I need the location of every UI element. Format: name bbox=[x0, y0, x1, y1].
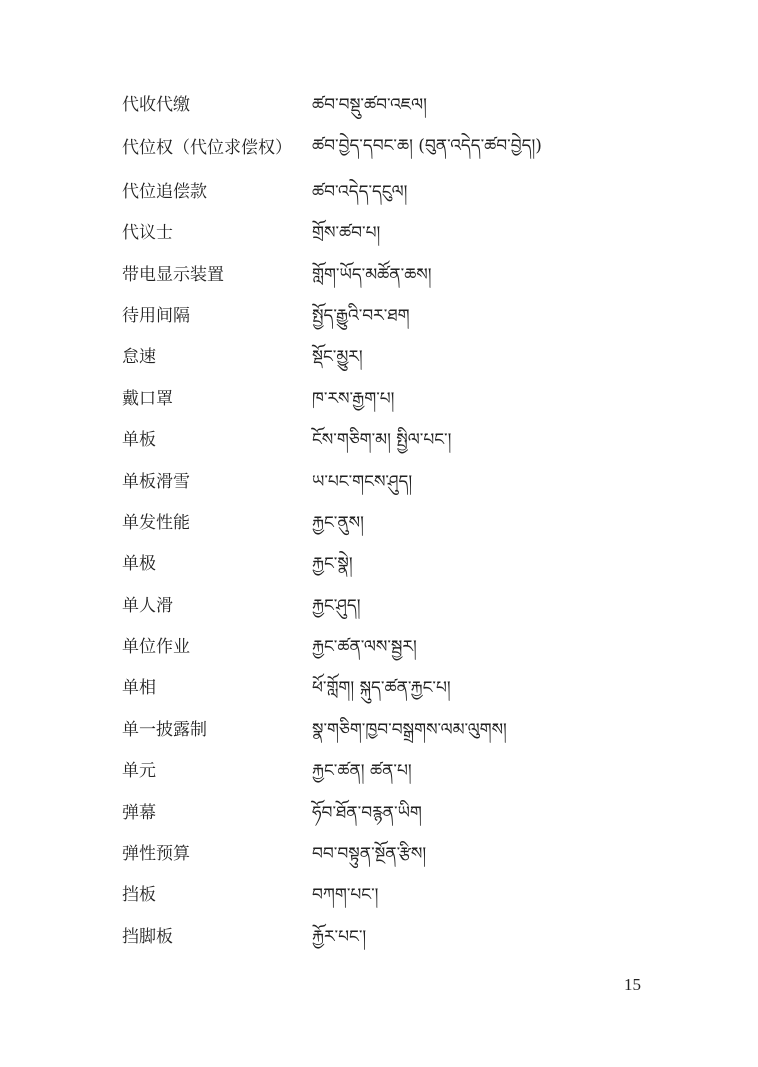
tibetan-term: རྐྱང་ཚན་ལས་སྦྱར། bbox=[312, 637, 417, 658]
chinese-term: 代议士 bbox=[122, 223, 173, 244]
chinese-term: 单元 bbox=[122, 761, 156, 782]
glossary-entry bbox=[122, 344, 682, 370]
glossary-entry bbox=[122, 510, 682, 536]
glossary-entry bbox=[122, 469, 682, 495]
tibetan-term: རྐྱོར་པང་། bbox=[312, 926, 367, 947]
glossary-entry bbox=[122, 427, 682, 453]
tibetan-term: ཚབ་བསྡུ་ཚབ་འཇལ། bbox=[312, 95, 427, 115]
glossary-entry bbox=[122, 179, 682, 205]
glossary-entry bbox=[122, 133, 682, 163]
chinese-term: 代位追偿款 bbox=[122, 181, 207, 202]
glossary-entry bbox=[122, 634, 682, 660]
chinese-term: 单板滑雪 bbox=[122, 471, 190, 492]
glossary-entry bbox=[122, 303, 682, 329]
tibetan-term: རྐྱང་ཚན། ཚན་པ། bbox=[312, 761, 412, 782]
tibetan-term: ཚབ་འདེད་དངུལ། bbox=[312, 181, 408, 202]
chinese-term: 挡板 bbox=[122, 885, 156, 906]
chinese-term: 单板 bbox=[122, 430, 156, 451]
glossary-entry bbox=[122, 220, 682, 246]
tibetan-term: གྲོས་ཚབ་པ། bbox=[312, 223, 381, 244]
tibetan-term: སྣ་གཅིག་ཁྱབ་བསྒྲགས་ལམ་ལུགས། bbox=[312, 719, 507, 740]
chinese-term: 单发性能 bbox=[122, 512, 190, 533]
glossary-entry bbox=[122, 262, 682, 288]
glossary-list bbox=[122, 92, 682, 965]
chinese-term: 弹幕 bbox=[122, 802, 156, 823]
tibetan-term: ཚབ་བྱེད་དབང་ཆ། (བུན་འདེད་ཚབ་བྱེད།) bbox=[312, 136, 542, 157]
tibetan-term: བབ་བསྟུན་སྔོན་རྩིས། bbox=[312, 844, 427, 865]
page-number: 15 bbox=[624, 975, 641, 994]
tibetan-term: རྐྱང་ཤུད། bbox=[312, 595, 361, 616]
chinese-term: 单位作业 bbox=[122, 637, 190, 658]
glossary-entry bbox=[122, 593, 682, 619]
tibetan-term: བཀག་པང་། bbox=[312, 885, 379, 906]
tibetan-term: གློག་ཡོད་མཚོན་ཆས། bbox=[312, 264, 432, 285]
chinese-term: 带电显示装置 bbox=[122, 264, 224, 285]
glossary-entry bbox=[122, 882, 682, 908]
tibetan-term: ངོས་གཅིག་མ། སྤྱིལ་པང་། bbox=[312, 430, 452, 451]
tibetan-term: རྐྱང་སྣེ། bbox=[312, 554, 353, 575]
glossary-entry bbox=[122, 386, 682, 412]
tibetan-term: སྡོང་མྱུར། bbox=[312, 347, 363, 368]
tibetan-term: ཡ་པང་གངས་ཤུད། bbox=[312, 471, 413, 492]
glossary-entry bbox=[122, 924, 682, 950]
glossary-entry bbox=[122, 800, 682, 826]
tibetan-term: ཁ་རས་རྒྱག་པ། bbox=[312, 388, 395, 409]
chinese-term: 单相 bbox=[122, 678, 156, 699]
glossary-entry bbox=[122, 841, 682, 867]
chinese-term: 挡脚板 bbox=[122, 926, 173, 947]
tibetan-term: ཕོ་གློག། སྐུད་ཚན་རྐྱང་པ། bbox=[312, 678, 451, 699]
chinese-term: 单人滑 bbox=[122, 595, 173, 616]
chinese-term: 弹性预算 bbox=[122, 844, 190, 865]
glossary-entry bbox=[122, 92, 682, 118]
glossary-entry bbox=[122, 551, 682, 577]
tibetan-term: རྐྱང་ནུས། bbox=[312, 512, 364, 533]
chinese-term: 代位权（代位求偿权） bbox=[122, 138, 292, 159]
chinese-term: 单一披露制 bbox=[122, 719, 207, 740]
chinese-term: 待用间隔 bbox=[122, 305, 190, 326]
glossary-entry bbox=[122, 675, 682, 701]
chinese-term: 单极 bbox=[122, 554, 156, 575]
chinese-term: 怠速 bbox=[122, 347, 156, 368]
chinese-term: 代收代缴 bbox=[122, 95, 190, 115]
tibetan-term: ཧོབ་ཐོན་བརྙན་ཡིག bbox=[312, 802, 422, 823]
tibetan-term: སྤྱོད་རྒྱུའི་བར་ཐག bbox=[312, 305, 410, 326]
chinese-term: 戴口罩 bbox=[122, 388, 173, 409]
glossary-entry bbox=[122, 717, 682, 743]
glossary-entry bbox=[122, 758, 682, 784]
